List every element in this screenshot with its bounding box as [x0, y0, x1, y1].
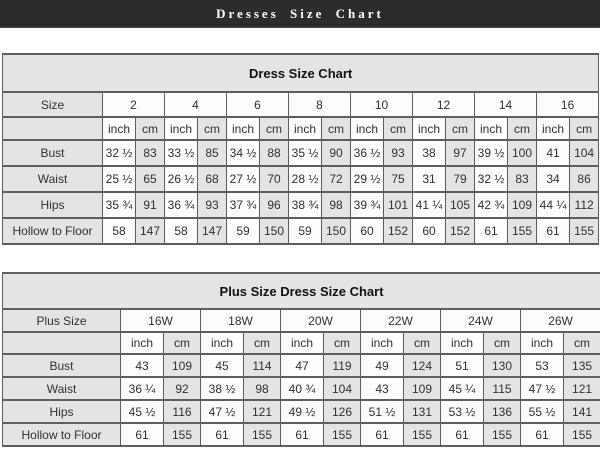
unit-inch-cell: inch [103, 117, 136, 140]
size-header-cell: 22W [361, 309, 441, 332]
size-header-cell: 12 [413, 92, 475, 117]
value-cm-cell: 93 [384, 140, 413, 166]
size-header-cell: 20W [281, 309, 361, 332]
value-inch-cell: 47 [281, 354, 324, 377]
size-header-cell: 18W [201, 309, 281, 332]
value-cm-cell: 119 [324, 354, 361, 377]
value-cm-cell: 101 [384, 192, 413, 218]
value-inch-cell: 53 [521, 354, 564, 377]
row-label-cell: Hollow to Floor [3, 423, 121, 446]
value-inch-cell: 43 [121, 354, 164, 377]
value-inch-cell: 45 ½ [121, 400, 164, 423]
value-cm-cell: 155 [570, 218, 599, 244]
value-inch-cell: 59 [227, 218, 260, 244]
value-cm-cell: 115 [484, 377, 521, 400]
unit-cm-cell: cm [322, 117, 351, 140]
value-cm-cell: 104 [570, 140, 599, 166]
value-inch-cell: 32 ½ [103, 140, 136, 166]
value-cm-cell: 155 [244, 423, 281, 446]
value-inch-cell: 47 ½ [521, 377, 564, 400]
row-label-cell: Hollow to Floor [3, 218, 103, 244]
value-cm-cell: 155 [484, 423, 521, 446]
value-cm-cell: 109 [164, 354, 201, 377]
value-inch-cell: 55 ½ [521, 400, 564, 423]
unit-cm-cell: cm [136, 117, 165, 140]
value-cm-cell: 135 [564, 354, 600, 377]
value-inch-cell: 36 ½ [351, 140, 384, 166]
value-inch-cell: 61 [521, 423, 564, 446]
value-cm-cell: 147 [136, 218, 165, 244]
size-header-cell: 16W [121, 309, 201, 332]
value-cm-cell: 72 [322, 166, 351, 192]
value-inch-cell: 27 ½ [227, 166, 260, 192]
value-cm-cell: 112 [570, 192, 599, 218]
value-inch-cell: 61 [201, 423, 244, 446]
table-title: Plus Size Dress Size Chart [3, 273, 600, 309]
row-label-cell: Bust [3, 354, 121, 377]
value-inch-cell: 33 ½ [165, 140, 198, 166]
value-inch-cell: 38 ¾ [289, 192, 322, 218]
size-label-cell: Size [3, 92, 103, 117]
unit-cm-cell: cm [260, 117, 289, 140]
value-inch-cell: 45 ¼ [441, 377, 484, 400]
value-inch-cell: 32 ½ [475, 166, 508, 192]
value-cm-cell: 150 [260, 218, 289, 244]
value-inch-cell: 41 [537, 140, 570, 166]
value-cm-cell: 97 [446, 140, 475, 166]
value-cm-cell: 126 [324, 400, 361, 423]
table-title: Dress Size Chart [3, 54, 599, 92]
dress-size-chart-table [2, 53, 599, 245]
unit-cm-cell: cm [446, 117, 475, 140]
unit-inch-cell: inch [351, 117, 384, 140]
unit-cm-cell: cm [404, 332, 441, 354]
value-inch-cell: 51 ½ [361, 400, 404, 423]
unit-inch-cell: inch [201, 332, 244, 354]
value-cm-cell: 109 [508, 192, 537, 218]
value-inch-cell: 61 [441, 423, 484, 446]
value-cm-cell: 130 [484, 354, 521, 377]
value-inch-cell: 61 [361, 423, 404, 446]
unit-cm-cell: cm [324, 332, 361, 354]
value-cm-cell: 121 [244, 400, 281, 423]
value-cm-cell: 114 [244, 354, 281, 377]
value-cm-cell: 152 [384, 218, 413, 244]
value-cm-cell: 86 [570, 166, 599, 192]
value-inch-cell: 38 [413, 140, 446, 166]
value-inch-cell: 39 ¾ [351, 192, 384, 218]
value-inch-cell: 34 ½ [227, 140, 260, 166]
value-cm-cell: 155 [564, 423, 600, 446]
unit-inch-cell: inch [289, 117, 322, 140]
unit-inch-cell: inch [537, 117, 570, 140]
row-label-cell: Bust [3, 140, 103, 166]
value-cm-cell: 155 [404, 423, 441, 446]
value-cm-cell: 104 [324, 377, 361, 400]
value-inch-cell: 49 ½ [281, 400, 324, 423]
value-inch-cell: 53 ½ [441, 400, 484, 423]
unit-inch-cell: inch [281, 332, 324, 354]
value-cm-cell: 155 [324, 423, 361, 446]
value-cm-cell: 68 [198, 166, 227, 192]
value-cm-cell: 150 [322, 218, 351, 244]
value-inch-cell: 60 [413, 218, 446, 244]
size-header-cell: 8 [289, 92, 351, 117]
value-cm-cell: 85 [198, 140, 227, 166]
value-inch-cell: 29 ½ [351, 166, 384, 192]
value-inch-cell: 61 [121, 423, 164, 446]
unit-inch-cell: inch [475, 117, 508, 140]
value-inch-cell: 35 ¾ [103, 192, 136, 218]
value-cm-cell: 121 [564, 377, 600, 400]
size-header-cell: 10 [351, 92, 413, 117]
size-header-cell: 24W [441, 309, 521, 332]
value-inch-cell: 34 [537, 166, 570, 192]
unit-row-spacer [3, 117, 103, 140]
value-cm-cell: 65 [136, 166, 165, 192]
value-cm-cell: 83 [136, 140, 165, 166]
value-cm-cell: 105 [446, 192, 475, 218]
size-header-cell: 14 [475, 92, 537, 117]
unit-row-spacer [3, 332, 121, 354]
value-cm-cell: 109 [404, 377, 441, 400]
unit-inch-cell: inch [361, 332, 404, 354]
value-cm-cell: 98 [244, 377, 281, 400]
value-inch-cell: 41 ¼ [413, 192, 446, 218]
value-inch-cell: 61 [281, 423, 324, 446]
unit-inch-cell: inch [121, 332, 164, 354]
value-inch-cell: 28 ½ [289, 166, 322, 192]
value-inch-cell: 40 ¾ [281, 377, 324, 400]
row-label-cell: Waist [3, 377, 121, 400]
unit-cm-cell: cm [484, 332, 521, 354]
size-header-cell: 26W [521, 309, 600, 332]
value-inch-cell: 44 ¼ [537, 192, 570, 218]
value-cm-cell: 124 [404, 354, 441, 377]
unit-cm-cell: cm [570, 117, 599, 140]
unit-inch-cell: inch [413, 117, 446, 140]
value-inch-cell: 31 [413, 166, 446, 192]
size-header-cell: 4 [165, 92, 227, 117]
value-cm-cell: 79 [446, 166, 475, 192]
value-inch-cell: 36 ¾ [165, 192, 198, 218]
value-inch-cell: 61 [475, 218, 508, 244]
size-header-cell: 16 [537, 92, 599, 117]
size-header-cell: 6 [227, 92, 289, 117]
value-cm-cell: 131 [404, 400, 441, 423]
value-cm-cell: 100 [508, 140, 537, 166]
value-inch-cell: 47 ½ [201, 400, 244, 423]
value-inch-cell: 39 ½ [475, 140, 508, 166]
value-cm-cell: 70 [260, 166, 289, 192]
unit-inch-cell: inch [521, 332, 564, 354]
value-cm-cell: 141 [564, 400, 600, 423]
value-inch-cell: 36 ¼ [121, 377, 164, 400]
value-cm-cell: 88 [260, 140, 289, 166]
value-cm-cell: 155 [164, 423, 201, 446]
unit-inch-cell: inch [165, 117, 198, 140]
value-inch-cell: 61 [537, 218, 570, 244]
value-inch-cell: 45 [201, 354, 244, 377]
unit-cm-cell: cm [198, 117, 227, 140]
row-label-cell: Hips [3, 400, 121, 423]
unit-cm-cell: cm [508, 117, 537, 140]
value-inch-cell: 25 ½ [103, 166, 136, 192]
value-inch-cell: 26 ½ [165, 166, 198, 192]
value-inch-cell: 59 [289, 218, 322, 244]
unit-inch-cell: inch [227, 117, 260, 140]
value-cm-cell: 147 [198, 218, 227, 244]
value-inch-cell: 35 ½ [289, 140, 322, 166]
value-inch-cell: 43 [361, 377, 404, 400]
value-inch-cell: 49 [361, 354, 404, 377]
unit-cm-cell: cm [564, 332, 600, 354]
value-cm-cell: 152 [446, 218, 475, 244]
value-cm-cell: 75 [384, 166, 413, 192]
value-inch-cell: 42 ¾ [475, 192, 508, 218]
value-inch-cell: 60 [351, 218, 384, 244]
page-header: Dresses Size Chart [0, 0, 600, 28]
row-label-cell: Hips [3, 192, 103, 218]
value-cm-cell: 83 [508, 166, 537, 192]
value-inch-cell: 37 ¾ [227, 192, 260, 218]
unit-cm-cell: cm [384, 117, 413, 140]
unit-cm-cell: cm [164, 332, 201, 354]
value-cm-cell: 90 [322, 140, 351, 166]
value-inch-cell: 58 [165, 218, 198, 244]
value-cm-cell: 92 [164, 377, 201, 400]
value-cm-cell: 98 [322, 192, 351, 218]
size-label-cell: Plus Size [3, 309, 121, 332]
value-cm-cell: 116 [164, 400, 201, 423]
value-cm-cell: 91 [136, 192, 165, 218]
unit-cm-cell: cm [244, 332, 281, 354]
plus-size-chart-table [2, 272, 600, 447]
value-cm-cell: 155 [508, 218, 537, 244]
value-cm-cell: 93 [198, 192, 227, 218]
value-inch-cell: 38 ½ [201, 377, 244, 400]
row-label-cell: Waist [3, 166, 103, 192]
value-cm-cell: 136 [484, 400, 521, 423]
value-inch-cell: 58 [103, 218, 136, 244]
value-inch-cell: 51 [441, 354, 484, 377]
size-header-cell: 2 [103, 92, 165, 117]
value-cm-cell: 96 [260, 192, 289, 218]
unit-inch-cell: inch [441, 332, 484, 354]
